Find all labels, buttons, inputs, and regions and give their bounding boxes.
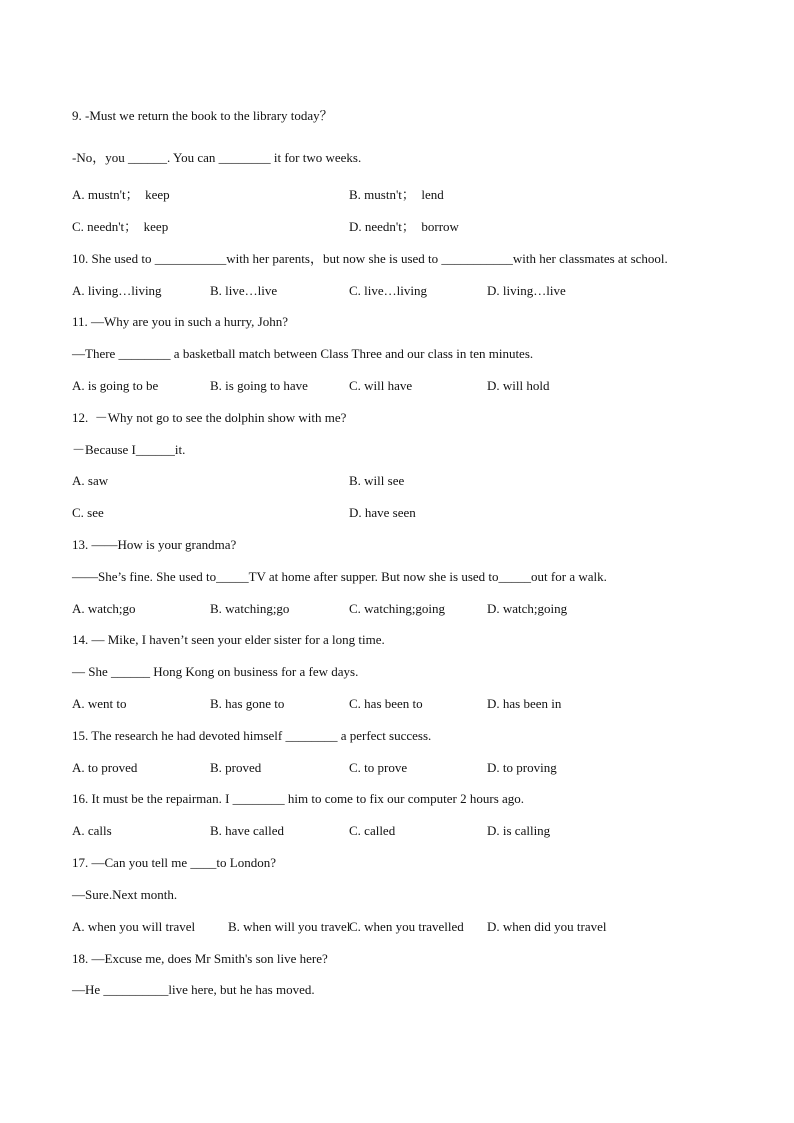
question-9-option-a: A. mustn't； keep <box>72 187 170 202</box>
question-10-option-a: A. living…living <box>72 283 162 298</box>
question-11-option-b: B. is going to have <box>210 378 308 393</box>
question-10-option-c: C. live…living <box>349 283 427 298</box>
question-13-stem: 13. ——How is your grandma? <box>72 537 237 552</box>
question-11-option-c: C. will have <box>349 378 413 393</box>
question-10-stem: 10. She used to ___________with her parents，but now she is used to ___________with her classmates at school. <box>72 251 668 266</box>
question-15-stem: 15. The research he had devoted himself ________ a perfect success. <box>72 728 432 743</box>
question-18-stem: 18. —Excuse me, does Mr Smith's son live here? <box>72 951 328 966</box>
question-16-option-d: D. is calling <box>487 823 551 838</box>
question-17-option-b: B. when will you travel <box>228 919 351 934</box>
question-14-option-d: D. has been in <box>487 696 562 711</box>
question-16-stem: 16. It must be the repairman. I ________ him to come to fix our computer 2 hours ago. <box>72 791 525 806</box>
question-12-reply: －Because I______it. <box>72 442 186 457</box>
question-15-option-d: D. to proving <box>487 760 557 775</box>
question-9-option-b: B. mustn't； lend <box>349 187 444 202</box>
question-10-option-b: B. live…live <box>210 283 278 298</box>
question-12-option-a: A. saw <box>72 473 109 488</box>
question-16-option-b: B. have called <box>210 823 284 838</box>
question-13-reply: ——She’s fine. She used to_____TV at home after supper. But now she is used to_____out for a walk. <box>72 569 607 584</box>
question-17-option-a: A. when you will travel <box>72 919 196 934</box>
question-17-option-d: D. when did you travel <box>487 919 607 934</box>
question-9-option-c: C. needn't； keep <box>72 219 169 234</box>
question-17-stem: 17. —Can you tell me ____to London? <box>72 855 277 870</box>
question-15-option-b: B. proved <box>210 760 262 775</box>
question-16-option-c: C. called <box>349 823 396 838</box>
question-15-option-a: A. to proved <box>72 760 138 775</box>
question-13-option-c: C. watching;going <box>349 601 446 616</box>
question-18-reply: —He __________live here, but he has moved. <box>72 982 315 997</box>
question-12-option-d: D. have seen <box>349 505 416 520</box>
question-13-option-a: A. watch;go <box>72 601 136 616</box>
question-11-option-a: A. is going to be <box>72 378 159 393</box>
question-16-option-a: A. calls <box>72 823 112 838</box>
question-10-option-d: D. living…live <box>487 283 566 298</box>
question-11-reply: —There ________ a basketball match between Class Three and our class in ten minutes. <box>72 346 534 361</box>
question-13-option-b: B. watching;go <box>210 601 290 616</box>
question-12-option-c: C. see <box>72 505 104 520</box>
question-12-stem: 12. －Why not go to see the dolphin show with me? <box>72 410 347 425</box>
question-15-option-c: C. to prove <box>349 760 408 775</box>
question-11-stem: 11. —Why are you in such a hurry, John? <box>72 314 289 329</box>
question-12-option-b: B. will see <box>349 473 405 488</box>
question-17-option-c: C. when you travelled <box>349 919 464 934</box>
question-13-option-d: D. watch;going <box>487 601 568 616</box>
question-14-option-c: C. has been to <box>349 696 423 711</box>
question-11-option-d: D. will hold <box>487 378 550 393</box>
question-17-reply: —Sure.Next month. <box>72 887 178 902</box>
question-9-reply: -No，you ______. You can ________ it for two weeks. <box>72 150 362 165</box>
question-14-reply: — She ______ Hong Kong on business for a few days. <box>72 664 359 679</box>
question-14-stem: 14. — Mike, I haven’t seen your elder sister for a long time. <box>72 632 385 647</box>
question-9-stem: 9. -Must we return the book to the library today？ <box>72 108 333 123</box>
question-14-option-b: B. has gone to <box>210 696 285 711</box>
question-14-option-a: A. went to <box>72 696 127 711</box>
question-9-option-d: D. needn't； borrow <box>349 219 459 234</box>
